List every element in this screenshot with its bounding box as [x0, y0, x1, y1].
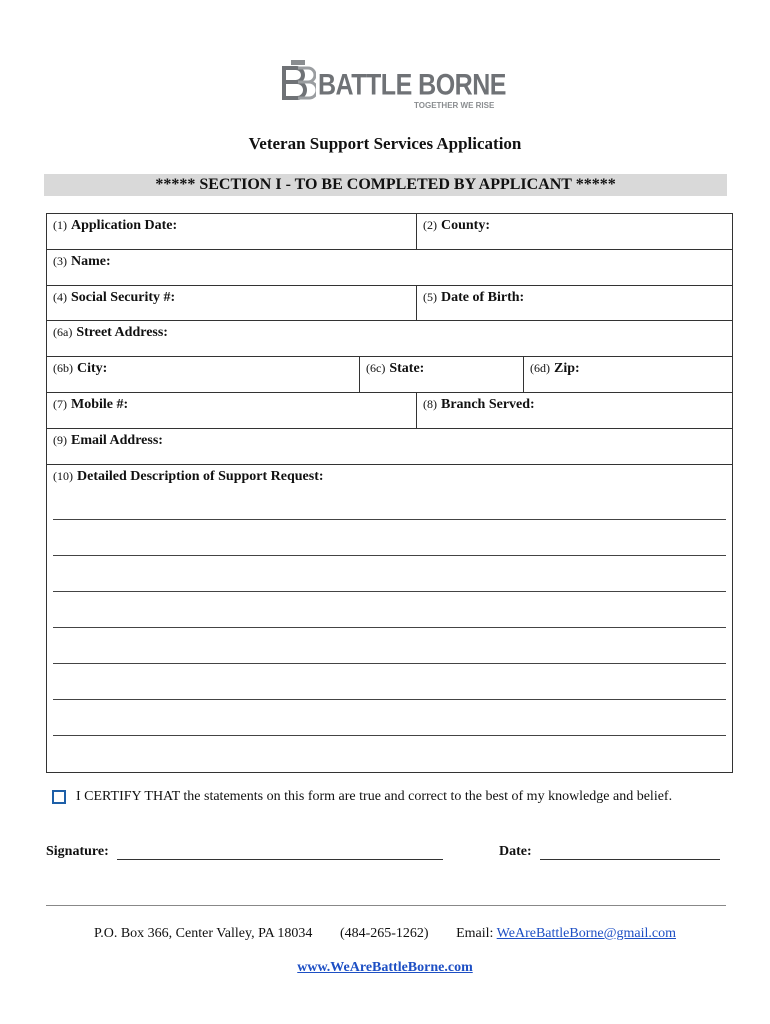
ssn-label: Social Security #:: [71, 290, 176, 305]
footer-email-link[interactable]: WeAreBattleBorne@gmail.com: [496, 926, 676, 941]
footer-email-label: Email:: [456, 926, 494, 941]
field-number: (4): [53, 290, 67, 304]
county-label: County:: [441, 218, 491, 233]
branch-field[interactable]: [416, 393, 732, 428]
footer-address: P.O. Box 366, Center Valley, PA 18034: [93, 926, 313, 941]
writing-line: [53, 735, 726, 736]
name-field[interactable]: [47, 250, 732, 285]
field-number: (6c): [366, 361, 386, 375]
writing-line: [53, 519, 726, 520]
field-number: (1): [53, 218, 67, 232]
date-line[interactable]: [540, 845, 720, 860]
description-label: Detailed Description of Support Request:: [77, 469, 324, 484]
dob-label: Date of Birth:: [441, 290, 525, 305]
state-label: State:: [389, 361, 425, 376]
date-label: Date:: [499, 844, 532, 859]
page-title: Veteran Support Services Application: [248, 134, 522, 153]
field-number: (7): [53, 397, 67, 411]
email-label: Email Address:: [71, 433, 163, 448]
field-number: (6b): [53, 361, 73, 375]
street-address-label: Street Address:: [76, 325, 168, 340]
certify-text: I CERTIFY THAT the statements on this form are true and correct to the best of my knowledge and belief.: [76, 789, 673, 804]
certify-checkbox[interactable]: [52, 790, 66, 804]
form-row: [47, 321, 732, 357]
application-date-label: Application Date:: [71, 218, 178, 233]
street-address-field[interactable]: [47, 321, 732, 356]
county-field[interactable]: [416, 214, 732, 249]
zip-label: Zip:: [554, 361, 580, 376]
footer-website: [0, 960, 770, 976]
form-row: [47, 286, 732, 321]
description-label-cell: [47, 465, 732, 489]
signature-line[interactable]: [117, 845, 443, 860]
zip-field[interactable]: [523, 357, 732, 392]
field-number: (9): [53, 433, 67, 447]
writing-line: [53, 591, 726, 592]
signature-field[interactable]: [46, 844, 443, 860]
branch-label: Branch Served:: [441, 397, 535, 412]
city-field[interactable]: [47, 357, 359, 392]
form-row: [47, 357, 732, 393]
writing-line: [53, 663, 726, 664]
field-number: (8): [423, 397, 437, 411]
ssn-field[interactable]: [47, 286, 416, 320]
form-row: [47, 250, 732, 286]
city-label: City:: [77, 361, 108, 376]
writing-line: [53, 555, 726, 556]
writing-line: [53, 699, 726, 700]
field-number: (3): [53, 254, 67, 268]
mobile-label: Mobile #:: [71, 397, 129, 412]
state-field[interactable]: [359, 357, 523, 392]
footer-divider: [46, 905, 726, 906]
email-field[interactable]: [47, 429, 732, 464]
application-date-field[interactable]: [47, 214, 416, 249]
writing-line: [53, 627, 726, 628]
website-link[interactable]: www.WeAreBattleBorne.com: [297, 960, 473, 975]
battle-borne-emblem-icon: [280, 60, 316, 102]
application-form: [46, 213, 733, 773]
logo-tagline: TOGETHER WE RISE: [414, 101, 495, 110]
field-number: (6a): [53, 325, 73, 339]
battle-borne-logo: [280, 58, 506, 114]
certify-row: [52, 789, 672, 805]
section-header: ***** SECTION I - TO BE COMPLETED BY APPLICANT *****: [44, 174, 727, 196]
field-number: (6d): [530, 361, 550, 375]
signature-label: Signature:: [46, 844, 109, 859]
form-row: [47, 214, 732, 250]
name-label: Name:: [71, 254, 111, 269]
mobile-field[interactable]: [47, 393, 416, 428]
footer-phone: (484-265-1262): [339, 926, 429, 941]
field-number: (10): [53, 469, 73, 483]
date-field[interactable]: [499, 844, 720, 860]
field-number: (2): [423, 218, 437, 232]
footer-contact: [0, 926, 770, 942]
logo-wordmark: BATTLE BORNE: [318, 68, 506, 102]
field-number: (5): [423, 290, 437, 304]
form-row: [47, 393, 732, 429]
footer-email-group: [456, 926, 676, 941]
form-row: [47, 429, 732, 465]
dob-field[interactable]: [416, 286, 732, 320]
description-field[interactable]: [47, 465, 732, 772]
